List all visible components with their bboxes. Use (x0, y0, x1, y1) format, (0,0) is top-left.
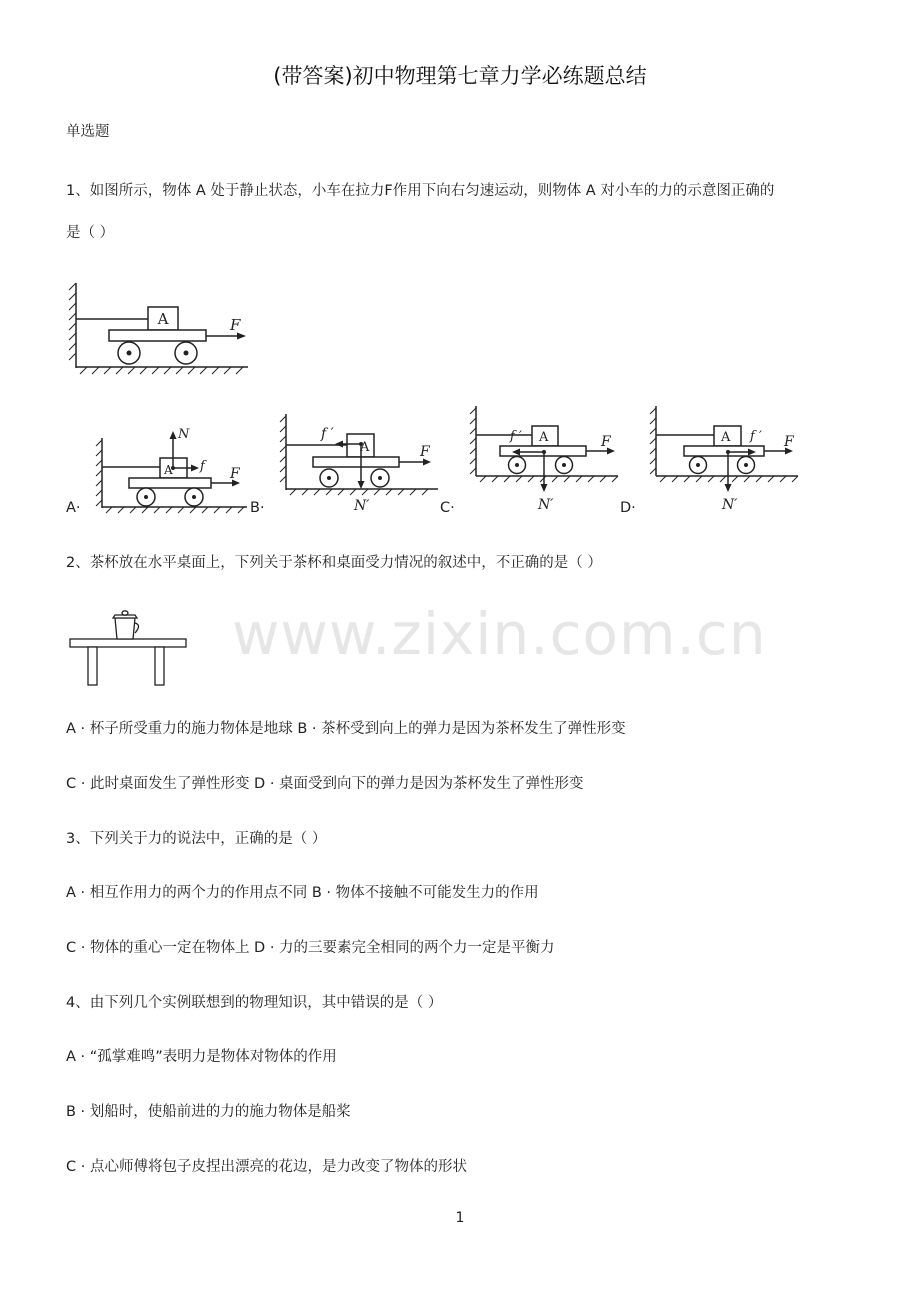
q1-main-force-label: F (230, 316, 241, 334)
q3-options-line1: A · 相互作用力的两个力的作用点不同 B · 物体不接触不可能发生力的作用 (66, 885, 539, 901)
q2-table-cup-figure (66, 606, 192, 690)
q1-c-f-label: f ′ (510, 429, 522, 444)
q1-main-block-label: A (157, 310, 169, 328)
q4-text: 4、由下列几个实例联想到的物理知识，其中错误的是（ ） (66, 995, 443, 1011)
q1-b-n-label: N′ (354, 498, 370, 514)
q1-d-block-label: A (721, 430, 731, 445)
section-heading: 单选题 (66, 124, 110, 140)
q1-option-c-letter: C· (440, 500, 455, 516)
q1-option-a-letter: A· (66, 500, 81, 516)
q3-text: 3、下列关于力的说法中，正确的是（ ） (66, 831, 327, 847)
q2-text: 2、茶杯放在水平桌面上，下列关于茶杯和桌面受力情况的叙述中，不正确的是（ ） (66, 555, 602, 571)
q4-option-c: C · 点心师傅将包子皮捏出漂亮的花边，是力改变了物体的形状 (66, 1159, 467, 1175)
q1-option-c-figure (466, 402, 626, 516)
q4-option-a: A · “孤掌难鸣”表明力是物体对物体的作用 (66, 1049, 337, 1065)
q1-option-d-letter: D· (620, 500, 636, 516)
q1-option-a-figure (92, 422, 252, 514)
q2-options-line2: C · 此时桌面发生了弹性形变 D · 桌面受到向下的弹力是因为茶杯发生了弹性形变 (66, 776, 584, 792)
q1-a-f-label: f (200, 459, 205, 474)
q1-option-d-figure (646, 402, 810, 516)
q1-b-f-label: f ′ (321, 426, 334, 442)
q3-options-line2: C · 物体的重心一定在物体上 D · 力的三要素完全相同的两个力一定是平衡力 (66, 940, 555, 956)
q1-option-b-letter: B· (250, 500, 265, 516)
q1-a-n-label: N (178, 427, 190, 442)
q1-text-line2: 是（ ） (66, 225, 115, 241)
q1-d-force-label: F (784, 434, 794, 450)
page-number: 1 (455, 1210, 465, 1226)
q1-b-force-label: F (420, 444, 430, 460)
q1-main-figure (66, 280, 256, 375)
q1-option-b-figure (276, 410, 446, 516)
q1-a-block-label: A (164, 463, 173, 477)
q1-d-n-label: N′ (722, 497, 738, 513)
q1-c-block-label: A (539, 430, 549, 445)
q1-b-block-label: A (360, 440, 370, 455)
q1-c-force-label: F (601, 434, 611, 450)
q4-option-b: B · 划船时，使船前进的力的施力物体是船桨 (66, 1104, 351, 1120)
watermark: www.zixin.com.cn (232, 600, 767, 668)
q2-options-line1: A · 杯子所受重力的施力物体是地球 B · 茶杯受到向上的弹力是因为茶杯发生了弹性形变 (66, 721, 626, 737)
q1-text-line1: 1、如图所示，物体 A 处于静止状态，小车在拉力F作用下向右匀速运动，则物体 A 对小车的力的示意图正确的 (66, 183, 775, 199)
q1-c-n-label: N′ (538, 497, 554, 513)
q1-a-force-label: F (230, 466, 240, 482)
page-title: (带答案)初中物理第七章力学必练题总结 (273, 64, 647, 88)
q1-d-f-label: f ′ (750, 429, 762, 444)
